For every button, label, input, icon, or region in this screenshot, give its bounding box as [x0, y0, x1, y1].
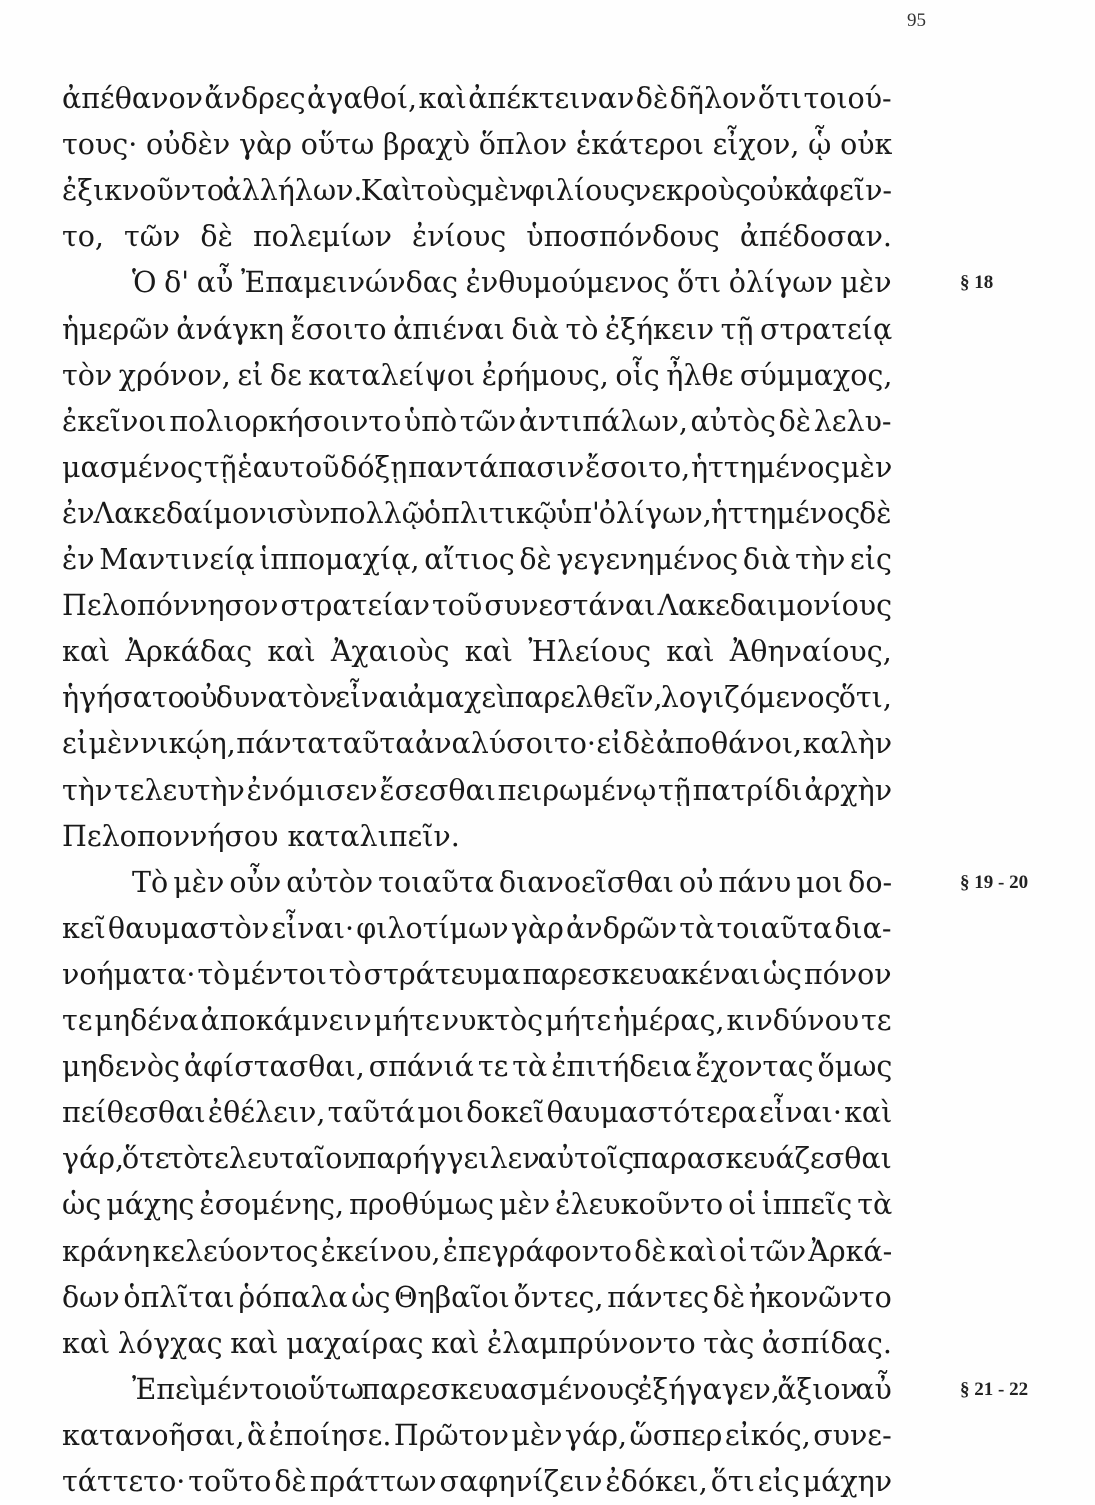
section-marker: § 18	[960, 272, 994, 294]
text-line: ἡγήσατο οὐ δυνατὸν εἶναι ἀμαχεὶ παρελθεῖν, λογιζόμενος ὅτι,	[62, 681, 892, 715]
text-line: τὸν χρόνον, εἰ δε καταλείψοι ἐρήμους, οἷς ἦλθε σύμμαχος,	[62, 358, 893, 392]
text-line: Πελοπόννησον στρατείαν τοῦ συνεστάναι Λακεδαιμονίους	[62, 589, 893, 623]
text-line: τε μηδένα ἀποκάμνειν μήτε νυκτὸς μήτε ἡμέρας, κινδύνου τε	[62, 1004, 892, 1037]
section-marker: § 21 - 22	[960, 1378, 1029, 1400]
text-line: κράνη κελεύοντος ἐκείνου, ἐπεγράφοντο δὲ καὶ οἱ τῶν Ἀρκά-	[62, 1234, 893, 1268]
text-line: καὶ Ἀρκάδας καὶ Ἀχαιοὺς καὶ Ἠλείους καὶ Ἀθηναίους,	[62, 635, 892, 669]
text-line: δων ὁπλῖται ῥόπαλα ὡς Θηβαῖοι ὄντες, πάντες δὲ ἠκονῶντο	[62, 1280, 892, 1314]
text-line: Ἐπεὶ μέντοι οὕτω παρεσκευασμένους ἐξήγαγεν, ἄξιον αὖ	[132, 1372, 892, 1406]
text-line: μηδενὸς ἀφίστασθαι, σπάνιά τε τὰ ἐπιτήδεια ἔχοντας ὅμως	[62, 1050, 893, 1084]
text-line: μασμένος τῇ ἑαυτοῦ δόξῃ παντάπασιν ἔσοιτο, ἡττημένος μὲν	[62, 450, 893, 484]
text-line: το, τῶν δὲ πολεμίων ἐνίους ὑποσπόνδους ἀπέδοσαν.	[62, 220, 892, 254]
text-line: τάττετο· τοῦτο δὲ πράττων σαφηνίζειν ἐδόκει, ὅτι εἰς μάχην	[62, 1465, 893, 1498]
text-line: τους· οὐδὲν γὰρ οὕτω βραχὺ ὅπλον ἑκάτεροι εἶχον, ᾧ οὐκ	[62, 128, 893, 162]
text-line: τὴν τελευτὴν ἐνόμισεν ἔσεσθαι πειρωμένῳ τῇ πατρίδι ἀρχὴν	[62, 773, 893, 807]
text-line: ἐν Μαντινείᾳ ἱππομαχίᾳ, αἴτιος δὲ γεγενημένος διὰ τὴν εἰς	[62, 543, 892, 576]
text-line: νοήματα· τὸ μέντοι τὸ στράτευμα παρεσκευακέναι ὡς πόνον	[62, 957, 892, 991]
text-line: καὶ λόγχας καὶ μαχαίρας καὶ ἐλαμπρύνοντο τὰς ἀσπίδας.	[62, 1326, 892, 1360]
text-line: εἰ μὲν νικῴη, πάντα ταῦτα ἀναλύσοιτο· εἰ δὲ ἀποθάνοι, καλὴν	[62, 727, 893, 761]
section-marker: § 19 - 20	[960, 871, 1029, 893]
text-line: Τὸ μὲν οὖν αὐτὸν τοιαῦτα διανοεῖσθαι οὐ πάνυ μοι δο-	[132, 865, 893, 899]
text-line: ἡμερῶν ἀνάγκη ἔσοιτο ἀπιέναι διὰ τὸ ἐξήκειν τῇ στρατείᾳ	[62, 312, 893, 346]
text-line: κεῖ θαυμαστὸν εἶναι· φιλοτίμων γὰρ ἀνδρῶν τὰ τοιαῦτα δια-	[62, 911, 892, 945]
text-line: γάρ, ὅτε τὸ τελευταῖον παρήγγειλεν αὐτοῖς παρασκευάζεσθαι	[62, 1142, 892, 1176]
text-line: ὡς μάχης ἐσομένης, προθύμως μὲν ἐλευκοῦντο οἱ ἱππεῖς τὰ	[62, 1188, 893, 1222]
text-line: ἐξικνοῦντο ἀλλήλων. Καὶ τοὺς μὲν φιλίους νεκροὺς οὐκ ἀφεῖν-	[62, 174, 893, 208]
text-line: ἐν Λακεδαίμονι σὺν πολλῷ ὁπλιτικῷ ὑπ' ὀλίγων, ἡττημένος δὲ	[62, 496, 892, 530]
text-line: ἀπέθανον ἄνδρες ἀγαθοί, καὶ ἀπέκτειναν δὲ δῆλον ὅτι τοιού-	[62, 82, 892, 115]
text-line: πείθεσθαι ἐθέλειν, ταῦτά μοι δοκεῖ θαυμαστότερα εἶναι· καὶ	[62, 1096, 893, 1130]
text-line: Ὁ δ' αὖ Ἐπαμεινώνδας ἐνθυμούμενος ὅτι ὀλίγων μὲν	[132, 266, 892, 300]
text-line: Πελοποννήσου καταλιπεῖν.	[62, 819, 460, 853]
text-line: ἐκεῖνοι πολιορκήσοιντο ὑπὸ τῶν ἀντιπάλων, αὐτὸς δὲ λελυ-	[62, 404, 892, 438]
page-number: 95	[907, 10, 926, 31]
text-line: κατανοῆσαι, ἃ ἐποίησε. Πρῶτον μὲν γάρ, ὥσπερ εἰκός, συνε-	[62, 1418, 892, 1452]
